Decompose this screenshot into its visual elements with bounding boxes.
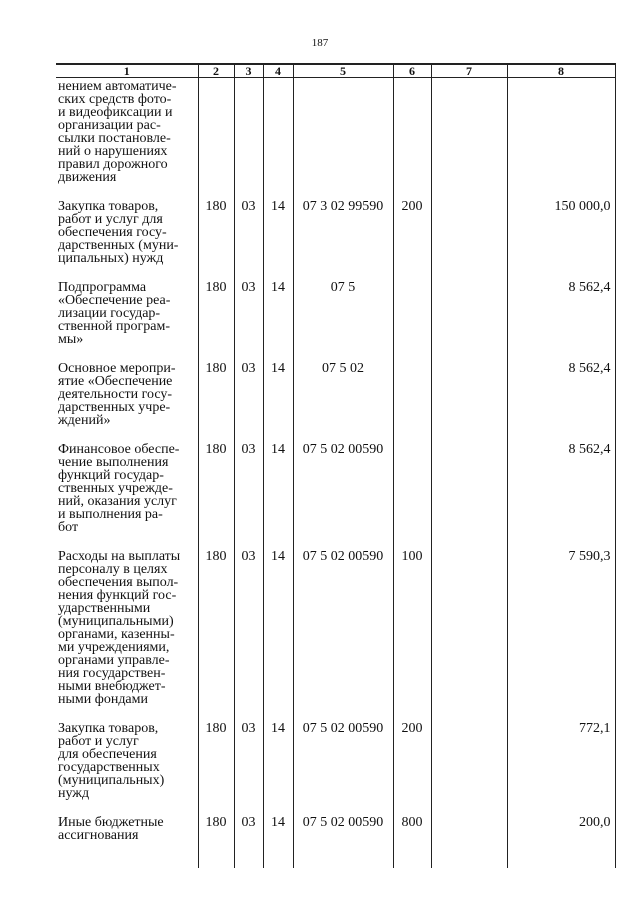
row-rz-text: 03 bbox=[241, 361, 256, 376]
table-row bbox=[56, 438, 615, 545]
column-header-7: 7 bbox=[431, 64, 507, 78]
column-header-6: 6 bbox=[393, 64, 431, 78]
row-name-cell bbox=[56, 195, 198, 276]
row-vr-text: 200 bbox=[401, 199, 423, 214]
budget-table bbox=[56, 63, 616, 868]
row-rz-cell bbox=[234, 276, 263, 357]
row-csr-text: 07 5 02 00590 bbox=[302, 815, 384, 830]
row-csr-cell bbox=[293, 811, 393, 868]
column-header-8: 8 bbox=[507, 64, 615, 78]
row-gr-cell bbox=[198, 811, 234, 868]
row-name-text: Закупка товаров, работ и услуг для обеспечения госу- дарственных (муни- ципальных) нужд bbox=[58, 199, 179, 266]
row-csr-cell bbox=[293, 438, 393, 545]
row-col7-cell bbox=[431, 357, 507, 438]
row-amount-text: 7 590,3 bbox=[568, 549, 611, 564]
row-csr-text: 07 5 02 bbox=[322, 361, 364, 376]
row-csr-text: 07 5 02 00590 bbox=[302, 549, 384, 564]
row-name-text: Подпрограмма «Обеспечение реа- лизации государ- ственной програм- мы» bbox=[58, 280, 171, 347]
row-pr-text: 14 bbox=[271, 721, 285, 736]
row-vr-cell bbox=[393, 357, 431, 438]
row-name-text: Финансовое обеспе- чение выполнения функций государ- ственных учрежде- ний, оказания услуг и выполнения ра- бот bbox=[58, 442, 180, 535]
row-pr-text: 14 bbox=[271, 199, 285, 214]
row-gr-cell bbox=[198, 78, 234, 196]
row-amount-cell bbox=[507, 276, 615, 357]
row-pr-cell bbox=[263, 195, 293, 276]
row-pr-cell bbox=[263, 276, 293, 357]
row-gr-cell bbox=[198, 545, 234, 717]
row-gr-text: 180 bbox=[205, 442, 227, 457]
row-vr-cell bbox=[393, 195, 431, 276]
row-gr-text: 180 bbox=[205, 280, 227, 295]
row-pr-cell bbox=[263, 438, 293, 545]
row-csr-cell bbox=[293, 357, 393, 438]
row-name-cell bbox=[56, 78, 198, 196]
table-row bbox=[56, 545, 615, 717]
row-rz-cell bbox=[234, 545, 263, 717]
row-csr-cell bbox=[293, 717, 393, 811]
column-header-4: 4 bbox=[263, 64, 293, 78]
table-row bbox=[56, 276, 615, 357]
row-gr-cell bbox=[198, 357, 234, 438]
row-gr-text: 180 bbox=[205, 199, 227, 214]
row-name-cell bbox=[56, 811, 198, 868]
row-col7-cell bbox=[431, 195, 507, 276]
column-header-5: 5 bbox=[293, 64, 393, 78]
column-header-1: 1 bbox=[56, 64, 198, 78]
row-gr-text: 180 bbox=[205, 721, 227, 736]
row-rz-text: 03 bbox=[241, 721, 256, 736]
row-amount-text: 772,1 bbox=[579, 721, 611, 736]
row-gr-text: 180 bbox=[205, 361, 227, 376]
row-pr-cell bbox=[263, 811, 293, 868]
row-name-cell bbox=[56, 276, 198, 357]
row-amount-cell bbox=[507, 78, 615, 196]
row-csr-text: 07 5 02 00590 bbox=[302, 442, 384, 457]
row-vr-text: 100 bbox=[401, 549, 423, 564]
row-col7-cell bbox=[431, 78, 507, 196]
row-name-cell bbox=[56, 357, 198, 438]
row-amount-cell bbox=[507, 438, 615, 545]
row-rz-text: 03 bbox=[241, 549, 256, 564]
row-amount-cell bbox=[507, 545, 615, 717]
row-csr-text: 07 5 02 00590 bbox=[302, 721, 384, 736]
row-col7-cell bbox=[431, 438, 507, 545]
row-name-cell bbox=[56, 545, 198, 717]
row-rz-cell bbox=[234, 78, 263, 196]
row-csr-text: 07 5 bbox=[330, 280, 356, 295]
row-csr-cell bbox=[293, 78, 393, 196]
row-name-text: Иные бюджетные ассигнования bbox=[58, 815, 164, 843]
row-col7-cell bbox=[431, 717, 507, 811]
row-col7-cell bbox=[431, 276, 507, 357]
row-vr-text: 200 bbox=[401, 721, 423, 736]
row-csr-cell bbox=[293, 276, 393, 357]
row-rz-cell bbox=[234, 811, 263, 868]
column-header-3: 3 bbox=[234, 64, 263, 78]
row-pr-cell bbox=[263, 78, 293, 196]
row-name-text: нением автоматиче- ских средств фото- и видеофиксации и организации рас- сылки постановле- ний о нарушениях правил дорожного движения bbox=[58, 79, 177, 185]
header-row bbox=[56, 64, 615, 78]
row-rz-text: 03 bbox=[241, 199, 256, 214]
column-header-2: 2 bbox=[198, 64, 234, 78]
row-vr-cell bbox=[393, 276, 431, 357]
row-gr-cell bbox=[198, 438, 234, 545]
row-rz-text: 03 bbox=[241, 815, 256, 830]
row-amount-text: 200,0 bbox=[579, 815, 611, 830]
row-name-cell bbox=[56, 438, 198, 545]
row-rz-cell bbox=[234, 717, 263, 811]
row-pr-cell bbox=[263, 357, 293, 438]
row-amount-text: 8 562,4 bbox=[568, 442, 611, 457]
row-vr-cell bbox=[393, 438, 431, 545]
row-vr-cell bbox=[393, 78, 431, 196]
row-amount-text: 8 562,4 bbox=[568, 361, 611, 376]
table-row bbox=[56, 195, 615, 276]
row-vr-cell bbox=[393, 811, 431, 868]
row-amount-text: 8 562,4 bbox=[568, 280, 611, 295]
table-row bbox=[56, 811, 615, 868]
row-name-cell bbox=[56, 717, 198, 811]
row-name-text: Основное меропри- ятие «Обеспечение деятельности госу- дарственных учре- ждений» bbox=[58, 361, 176, 428]
row-rz-cell bbox=[234, 357, 263, 438]
table-row bbox=[56, 717, 615, 811]
row-csr-cell bbox=[293, 545, 393, 717]
row-gr-cell bbox=[198, 717, 234, 811]
row-rz-text: 03 bbox=[241, 442, 256, 457]
row-pr-text: 14 bbox=[271, 442, 285, 457]
row-pr-text: 14 bbox=[271, 280, 285, 295]
row-col7-cell bbox=[431, 811, 507, 868]
row-pr-cell bbox=[263, 545, 293, 717]
row-amount-cell bbox=[507, 195, 615, 276]
row-gr-cell bbox=[198, 276, 234, 357]
row-name-text: Закупка товаров, работ и услуг для обеспечения государственных (муниципальных) нужд bbox=[58, 721, 165, 801]
row-gr-cell bbox=[198, 195, 234, 276]
row-pr-text: 14 bbox=[271, 361, 285, 376]
row-name-text: Расходы на выплаты персоналу в целях обеспечения выпол- нения функций гос- ударственными (муниципальными) органами, казенны- ми учреждениями, органами управле- ния государствен- ными внебюджет- ными фондами bbox=[58, 549, 181, 707]
row-pr-cell bbox=[263, 717, 293, 811]
row-amount-cell bbox=[507, 717, 615, 811]
table-row bbox=[56, 78, 615, 196]
row-rz-cell bbox=[234, 438, 263, 545]
row-rz-cell bbox=[234, 195, 263, 276]
row-csr-cell bbox=[293, 195, 393, 276]
row-vr-text: 800 bbox=[401, 815, 423, 830]
row-gr-text: 180 bbox=[205, 815, 227, 830]
row-vr-cell bbox=[393, 545, 431, 717]
row-pr-text: 14 bbox=[271, 815, 285, 830]
row-gr-text: 180 bbox=[205, 549, 227, 564]
row-pr-text: 14 bbox=[271, 549, 285, 564]
row-csr-text: 07 3 02 99590 bbox=[302, 199, 384, 214]
row-amount-cell bbox=[507, 357, 615, 438]
row-col7-cell bbox=[431, 545, 507, 717]
row-rz-text: 03 bbox=[241, 280, 256, 295]
row-amount-cell bbox=[507, 811, 615, 868]
page-number: 187 bbox=[311, 37, 329, 49]
row-amount-text: 150 000,0 bbox=[554, 199, 611, 214]
row-vr-cell bbox=[393, 717, 431, 811]
table-row bbox=[56, 357, 615, 438]
